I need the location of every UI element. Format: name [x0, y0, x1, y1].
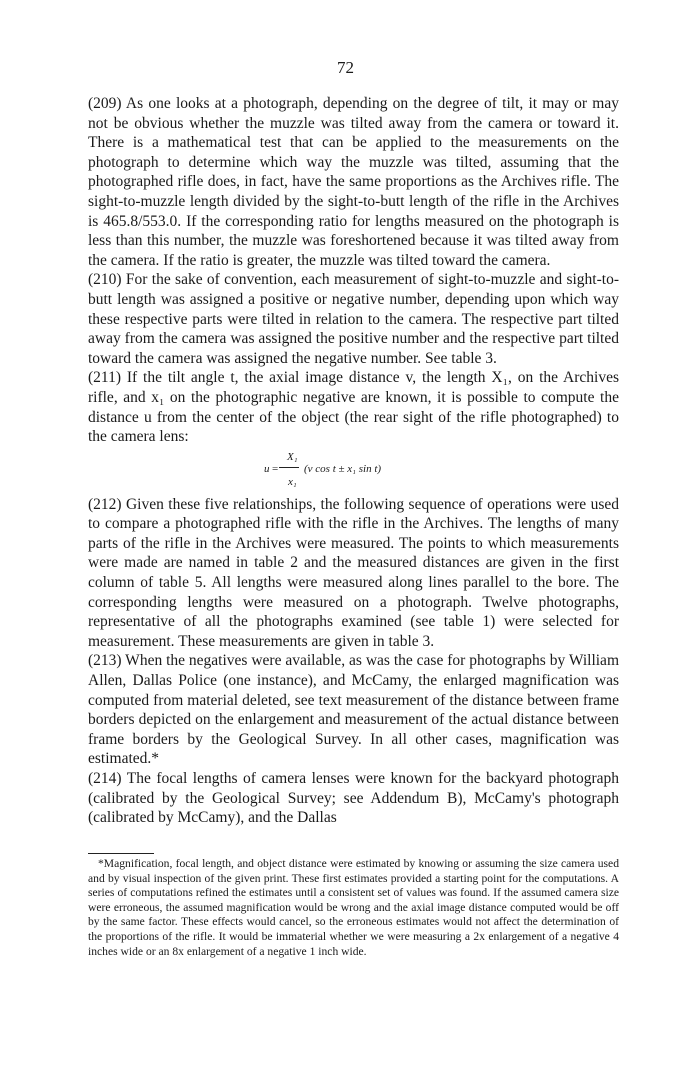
footnote-text: *Magnification, focal length, and object distance were estimated by knowing or assuming the size camera used and by visual inspection of the given print. These first estimates provided a starting point for the computations. A series of computations refined the estimates until a consistent set of values was found. If the assumed camera size were erroneous, the assumed magnification would be wrong and the axial image distance computed would be off by the same factor. These effects would cancel, so the erroneous estimates would not affect the determination of the proportions of the rifle. It would be immaterial whether we were measuring a 2x enlargement of a negative 4 inches wide or an 8x enlargement of a negative 1 inch wide.: [88, 857, 619, 958]
formula-equals: =: [272, 462, 279, 475]
formula-fraction-bar: [279, 467, 299, 468]
body-text: [88, 94, 619, 828]
formula-numerator: X₁: [287, 450, 298, 463]
paragraph-213: (213) When the negatives were available, as was the case for photographs by William Allen, Dallas Police (one instance), and McCamy, the enlarged magnification was computed from material deleted, see text measurement of the distance between frame borders depicted on the enlargement and measurement of the actual distance between frame borders by the Geological Survey. In all other cases, magnification was estimated.*: [88, 652, 619, 768]
distance-formula: [88, 448, 619, 488]
footnote: [88, 857, 619, 959]
formula-body: (v cos t ± x₁ sin t): [304, 462, 382, 475]
formula-lhs: u: [264, 462, 270, 475]
paragraph-210: (210) For the sake of convention, each measurement of sight-to-muzzle and sight-to-butt length was assigned a positive or negative number, depending upon which way these respective parts were tilted in relation to the camera. The respective part tilted away from the camera was assigned the positive number and the respective part tilted toward the camera was assigned the negative number. See table 3.: [88, 271, 619, 367]
footnote-divider: [88, 853, 154, 854]
paragraph-214: (214) The focal lengths of camera lenses were known for the backyard photograph (calibrated by the Geological Survey; see Addendum B), McCamy's photograph (calibrated by McCamy), and the Dallas: [88, 770, 619, 827]
paragraph-209: (209) As one looks at a photograph, depending on the degree of tilt, it may or may not be obvious whether the muzzle was tilted away from the camera or toward it. There is a mathematical test that can be applied to the measurements on the photograph to determine which way the muzzle was tilted, assuming that the photographed rifle does, in fact, have the same proportions as the Archives rifle. The sight-to-muzzle length divided by the sight-to-butt length of the rifle in the Archives is 465.8/553.0. If the corresponding ratio for lengths measured on the photograph is less than this number, the muzzle was foreshortened because it was tilted away from the camera. If the ratio is greater, the muzzle was tilted toward the camera.: [88, 95, 619, 269]
paragraph-212: (212) Given these five relationships, the following sequence of operations were used to compare a photographed rifle with the rifle in the Archives. The lengths of many parts of the rifle in the Archives were measured. The points to which measurements were made are named in table 2 and the measured distances are given in the first column of table 5. All lengths were measured along lines parallel to the bore. The corresponding lengths were measured on a photograph. Twelve photographs, representative of all the photographs examined (see table 1) were selected for measurement. These measurements are given in table 3.: [88, 495, 619, 650]
formula-denominator: x₁: [288, 475, 297, 488]
page-number: 72: [337, 58, 354, 77]
paragraph-211: (211) If the tilt angle t, the axial image distance v, the length X₁, on the Archives rifle, and x₁ on the photographic negative are known, it is possible to compute the distance u from the center of the object (the rear sight of the rifle photographed) to the camera lens:: [88, 369, 619, 446]
